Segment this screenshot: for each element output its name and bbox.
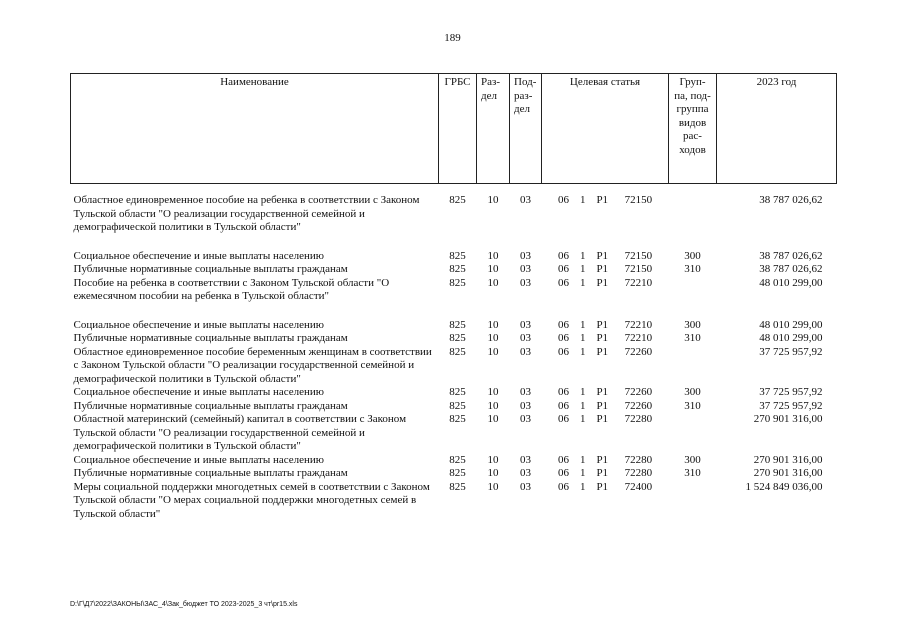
row-podrazdel: 03 — [520, 318, 531, 331]
cs-subprogram: 1 — [579, 332, 586, 344]
row-celevaya — [542, 400, 669, 414]
row-grbs: 825 — [449, 453, 466, 466]
cs-program: 06 — [557, 413, 569, 425]
row-amount: 37 725 957,92 — [759, 345, 823, 358]
row-razdel: 10 — [487, 249, 499, 262]
row-celevaya — [542, 263, 669, 277]
row-amount: 48 010 299,00 — [759, 332, 823, 344]
page-number: 189 — [444, 32, 461, 44]
row-podrazdel: 03 — [520, 480, 531, 493]
cs-project: P1 — [596, 263, 609, 275]
cs-subprogram: 1 — [579, 345, 586, 358]
cs-direction: 72280 — [624, 467, 653, 479]
row-grbs: 825 — [449, 276, 466, 289]
row-podrazdel: 03 — [520, 332, 531, 344]
cs-project: P1 — [596, 399, 609, 412]
row-vid: 310 — [684, 263, 701, 275]
row-celevaya — [542, 250, 669, 264]
row-celevaya — [542, 319, 669, 333]
cs-direction: 72280 — [624, 453, 653, 466]
row-name: Публичные нормативные социальные выплаты гражданам — [73, 263, 348, 275]
cs-direction: 72280 — [624, 413, 653, 425]
cs-project: P1 — [596, 453, 609, 466]
budget-table — [70, 73, 837, 521]
cs-direction: 72150 — [624, 194, 653, 206]
row-podrazdel: 03 — [520, 194, 531, 206]
cs-direction: 72150 — [624, 249, 653, 262]
row-vid: 310 — [684, 399, 701, 412]
row-celevaya — [542, 386, 669, 400]
file-path-footer: D:\Г\Д7\2022\ЗАКОНЫ\ЗАС_4\Зак_бюджет ТО 2023-2025_3 чт\pr15.xls — [70, 601, 298, 608]
row-vid — [669, 413, 717, 454]
cs-program: 06 — [557, 263, 569, 275]
cs-program: 06 — [557, 480, 569, 493]
row-podrazdel: 03 — [520, 467, 531, 479]
row-celevaya — [542, 454, 669, 468]
row-grbs: 825 — [449, 399, 466, 412]
row-podrazdel: 03 — [520, 345, 531, 358]
cs-program: 06 — [557, 276, 569, 289]
table-row — [71, 454, 837, 468]
table-header-row — [71, 74, 837, 184]
cs-project: P1 — [596, 276, 609, 289]
row-grbs: 825 — [449, 345, 466, 358]
row-podrazdel: 03 — [520, 453, 531, 466]
table-row — [71, 319, 837, 333]
row-celevaya — [542, 277, 669, 319]
header-podrazdel: Под- раз- дел — [510, 74, 542, 184]
row-amount: 270 901 316,00 — [753, 453, 823, 466]
row-amount: 270 901 316,00 — [753, 413, 823, 425]
cs-direction: 72260 — [624, 399, 653, 412]
cs-project: P1 — [596, 413, 609, 425]
row-vid: 300 — [684, 318, 701, 331]
cs-direction: 72150 — [624, 263, 653, 275]
cs-subprogram: 1 — [579, 480, 586, 493]
header-name: Наименование — [71, 74, 439, 184]
row-name: Меры социальной поддержки многодетных семей в соответствии с Законом Тульской области "О мерах социальной поддержки многодетных семей в Тульской области" — [73, 480, 430, 520]
row-razdel: 10 — [487, 194, 499, 206]
header-grbs: ГРБС — [439, 74, 477, 184]
cs-program: 06 — [557, 399, 569, 412]
row-amount: 38 787 026,62 — [759, 263, 823, 275]
cs-project: P1 — [596, 249, 609, 262]
row-celevaya — [542, 332, 669, 346]
row-podrazdel: 03 — [520, 276, 531, 289]
row-grbs: 825 — [449, 318, 466, 331]
row-amount: 48 010 299,00 — [759, 318, 823, 331]
row-podrazdel: 03 — [520, 399, 531, 412]
table-row — [71, 481, 837, 522]
cs-subprogram: 1 — [579, 467, 586, 479]
cs-project: P1 — [596, 194, 609, 206]
table-body — [71, 184, 837, 522]
cs-subprogram: 1 — [579, 318, 586, 331]
cs-subprogram: 1 — [579, 276, 586, 289]
row-name: Публичные нормативные социальные выплаты гражданам — [73, 467, 348, 479]
row-amount: 1 524 849 036,00 — [745, 480, 823, 493]
row-celevaya — [542, 481, 669, 522]
row-grbs: 825 — [449, 249, 466, 262]
row-amount: 37 725 957,92 — [759, 386, 823, 398]
cs-program: 06 — [557, 345, 569, 358]
row-podrazdel: 03 — [520, 413, 531, 425]
row-amount: 270 901 316,00 — [753, 467, 823, 479]
row-vid: 300 — [684, 386, 701, 398]
header-year: 2023 год — [717, 74, 837, 184]
table-row — [71, 332, 837, 346]
row-vid: 310 — [684, 467, 701, 479]
row-razdel: 10 — [487, 332, 499, 344]
row-celevaya — [542, 413, 669, 454]
cs-project: P1 — [596, 480, 609, 493]
cs-direction: 72210 — [624, 276, 653, 289]
row-grbs: 825 — [449, 386, 466, 398]
cs-project: P1 — [596, 318, 609, 331]
row-celevaya — [542, 467, 669, 481]
cs-program: 06 — [557, 467, 569, 479]
table-row — [71, 250, 837, 264]
cs-project: P1 — [596, 467, 609, 479]
cs-subprogram: 1 — [579, 249, 586, 262]
row-razdel: 10 — [487, 386, 499, 398]
table-row — [71, 277, 837, 319]
row-grbs: 825 — [449, 194, 466, 206]
row-name: Социальное обеспечение и иные выплаты населению — [73, 318, 325, 331]
row-celevaya — [542, 184, 669, 250]
row-podrazdel: 03 — [520, 249, 531, 262]
cs-project: P1 — [596, 386, 609, 398]
row-name: Социальное обеспечение и иные выплаты населению — [73, 386, 325, 398]
table-row — [71, 467, 837, 481]
row-grbs: 825 — [449, 480, 466, 493]
cs-subprogram: 1 — [579, 453, 586, 466]
row-razdel: 10 — [487, 276, 499, 289]
row-vid: 300 — [684, 249, 701, 262]
row-name: Социальное обеспечение и иные выплаты населению — [73, 453, 325, 466]
row-grbs: 825 — [449, 413, 466, 425]
cs-program: 06 — [557, 386, 569, 398]
cs-subprogram: 1 — [579, 386, 586, 398]
row-grbs: 825 — [449, 332, 466, 344]
row-vid — [669, 184, 717, 250]
cs-direction: 72260 — [624, 345, 653, 358]
cs-subprogram: 1 — [579, 399, 586, 412]
row-razdel: 10 — [487, 480, 499, 493]
row-celevaya — [542, 346, 669, 387]
row-amount: 38 787 026,62 — [759, 249, 823, 262]
table-row — [71, 413, 837, 454]
row-amount: 48 010 299,00 — [759, 276, 823, 289]
header-razdel: Раз- дел — [477, 74, 510, 184]
row-vid: 300 — [684, 453, 701, 466]
header-vid-rashodov: Груп- па, под- группа видов рас- ходов — [669, 74, 717, 184]
row-name: Социальное обеспечение и иные выплаты населению — [73, 249, 325, 262]
row-name: Пособие на ребенка в соответствии с Законом Тульской области "О ежемесячном пособии на ребенка в Тульской области" — [73, 276, 390, 302]
cs-program: 06 — [557, 194, 569, 206]
row-razdel: 10 — [487, 318, 499, 331]
cs-program: 06 — [557, 332, 569, 344]
row-vid — [669, 346, 717, 387]
row-razdel: 10 — [487, 467, 499, 479]
cs-direction: 72210 — [624, 332, 653, 344]
budget-table-container — [70, 73, 836, 521]
table-row — [71, 386, 837, 400]
cs-direction: 72400 — [624, 480, 653, 493]
row-razdel: 10 — [487, 345, 499, 358]
row-vid — [669, 481, 717, 522]
cs-subprogram: 1 — [579, 194, 586, 206]
cs-program: 06 — [557, 453, 569, 466]
table-row — [71, 346, 837, 387]
row-name: Областное единовременное пособие на ребенка в соответствии с Законом Тульской области "О реализации государственной семейной и демографической политики в Тульской области" — [73, 194, 420, 233]
cs-project: P1 — [596, 345, 609, 358]
row-razdel: 10 — [487, 413, 499, 425]
table-row — [71, 184, 837, 250]
row-grbs: 825 — [449, 263, 466, 275]
row-podrazdel: 03 — [520, 386, 531, 398]
cs-direction: 72260 — [624, 386, 653, 398]
table-row — [71, 400, 837, 414]
cs-subprogram: 1 — [579, 413, 586, 425]
row-name: Областной материнский (семейный) капитал в соответствии с Законом Тульской области "О реализации государственной семейной и демографической политики в Тульской области" — [73, 413, 407, 452]
row-razdel: 10 — [487, 263, 499, 275]
row-amount: 38 787 026,62 — [759, 194, 823, 206]
cs-program: 06 — [557, 318, 569, 331]
row-razdel: 10 — [487, 399, 499, 412]
row-vid: 310 — [684, 332, 701, 344]
row-name: Областное единовременное пособие беременным женщинам в соответствии с Законом Тульской области "О реализации государственной семейной и демографической политики в Тульской области" — [73, 345, 432, 385]
cs-subprogram: 1 — [579, 263, 586, 275]
row-razdel: 10 — [487, 453, 499, 466]
table-row — [71, 263, 837, 277]
row-podrazdel: 03 — [520, 263, 531, 275]
row-grbs: 825 — [449, 467, 466, 479]
row-name: Публичные нормативные социальные выплаты гражданам — [73, 332, 348, 344]
cs-project: P1 — [596, 332, 609, 344]
row-name: Публичные нормативные социальные выплаты гражданам — [73, 399, 348, 412]
row-vid — [669, 277, 717, 319]
header-celevaya-statya: Целевая статья — [542, 74, 669, 184]
cs-program: 06 — [557, 249, 569, 262]
row-amount: 37 725 957,92 — [759, 399, 823, 412]
cs-direction: 72210 — [624, 318, 653, 331]
